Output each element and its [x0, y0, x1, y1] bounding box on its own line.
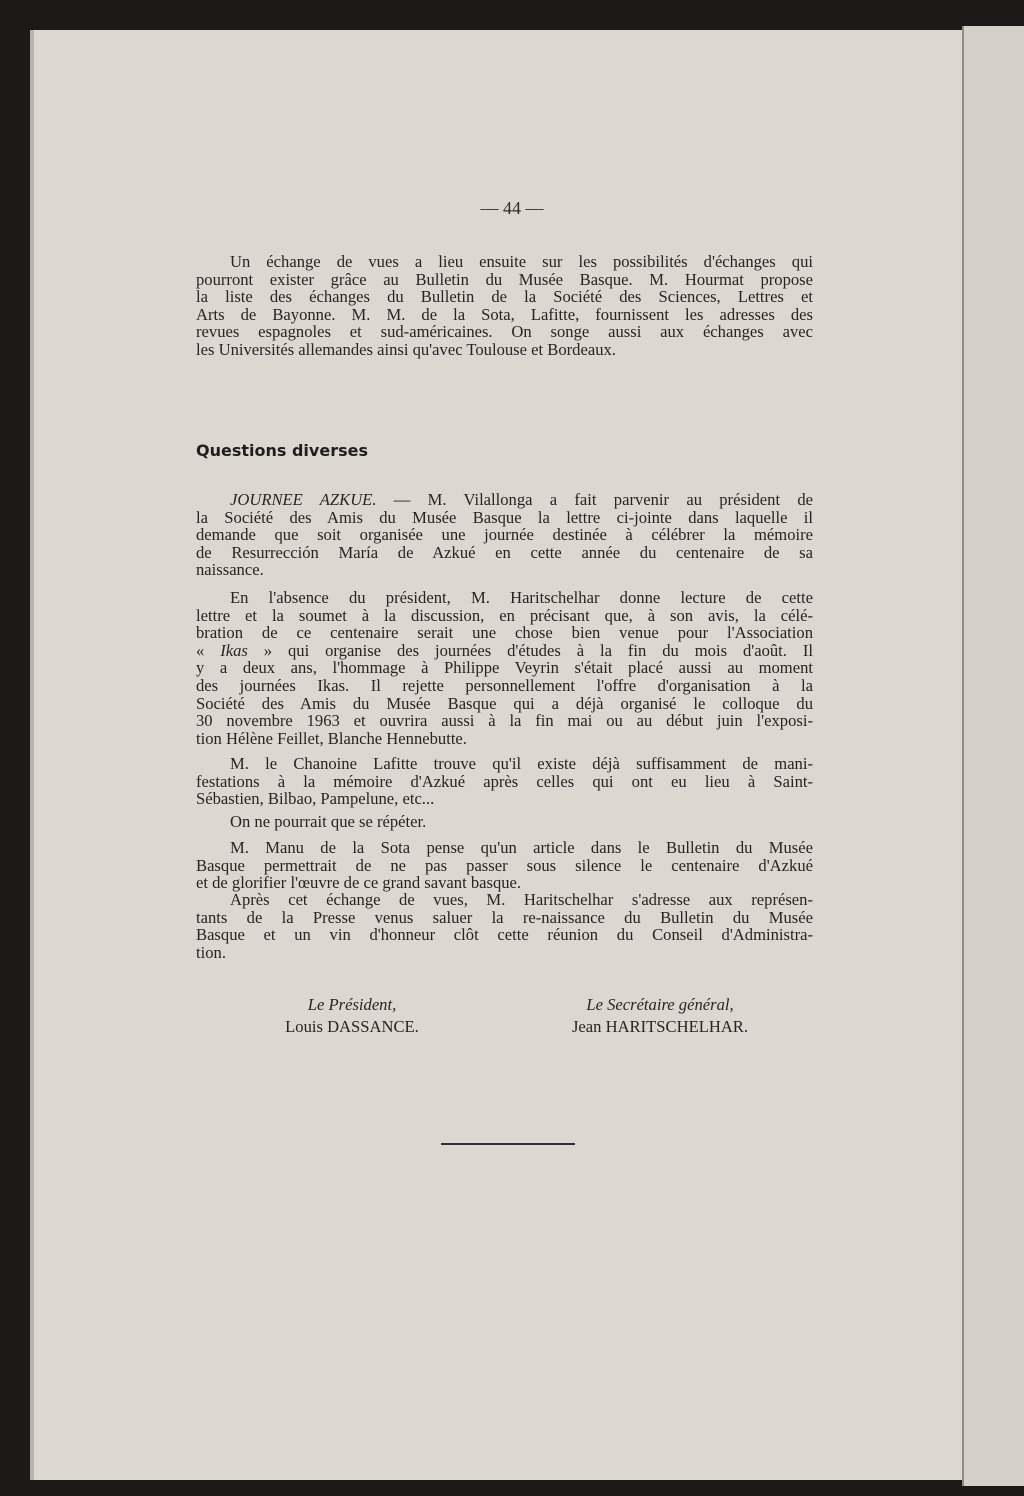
text-line: M. le Chanoine Lafitte trouve qu'il existe déjà suffisamment de mani- — [230, 754, 813, 773]
paragraph-lafitte — [196, 755, 813, 808]
signature-title: Le Secrétaire général, — [586, 995, 734, 1014]
text-line: festations à la mémoire d'Azkué après celles qui ont eu lieu à Saint- — [196, 771, 813, 791]
facing-page-edge — [962, 26, 1024, 1486]
text-line: demande que soit organisée une journée destinée à célébrer la mémoire — [196, 525, 813, 545]
text-line: Un échange de vues a lieu ensuite sur les possibilités d'échanges qui — [230, 252, 813, 271]
section-heading: Questions diverses — [196, 441, 368, 460]
signature-title: Le Président, — [307, 995, 397, 1014]
text-line: naissance. — [196, 560, 264, 580]
text-line: 30 novembre 1963 et ouvrira aussi à la fin mai ou au début juin l'exposi- — [196, 711, 813, 731]
page-number: — 44 — — [480, 198, 544, 218]
text-line: bration de ce centenaire serait une chose bien venue pour l'Association — [196, 623, 813, 643]
text-line: y a deux ans, l'hommage à Philippe Veyrin s'était placé aussi au moment — [196, 658, 813, 678]
text-line: revues espagnoles et sud-américaines. On songe aussi aux échanges avec — [196, 322, 813, 342]
paragraph-sota — [196, 839, 813, 892]
signature-name: Louis DASSANCE. — [285, 1017, 419, 1036]
text-line: On ne pourrait que se répéter. — [230, 812, 427, 831]
text-line: JOURNEE AZKUE. — M. Vilallonga a fait parvenir au président de — [230, 490, 814, 509]
text-line: tion Hélène Feillet, Blanche Hennebutte. — [196, 728, 467, 748]
text-line: En l'absence du président, M. Haritschelhar donne lecture de cette — [230, 588, 813, 607]
paragraph-exchanges — [196, 253, 813, 359]
text-line: pourront exister grâce au Bulletin du Musée Basque. M. Hourmat propose — [196, 269, 813, 289]
text-line: des journées Ikas. Il rejette personnellement l'offre d'organisation à la — [196, 675, 813, 695]
text-line: « Ikas » qui organise des journées d'études à la fin du mois d'août. Il — [196, 640, 813, 660]
text-line: la Société des Amis du Musée Basque la lettre ci-jointe dans laquelle il — [196, 507, 813, 527]
text-line: Après cet échange de vues, M. Haritschelhar s'adresse aux représen- — [230, 890, 813, 909]
signature-name: Jean HARITSCHELHAR. — [571, 1017, 749, 1036]
signature-president — [250, 994, 454, 1038]
text-line: les Universités allemandes ainsi qu'avec Toulouse et Bordeaux. — [196, 339, 616, 359]
text-line: Sébastien, Bilbao, Pampelune, etc... — [196, 789, 435, 809]
signature-secretary — [540, 994, 780, 1038]
text-line: lettre et la soumet à la discussion, en précisant que, à son avis, la célé- — [196, 605, 813, 625]
text-line: et de glorifier l'œuvre de ce grand savant basque. — [196, 873, 522, 893]
end-rule — [441, 1143, 575, 1145]
text-line: Basque et un vin d'honneur clôt cette réunion du Conseil d'Administra- — [196, 925, 813, 945]
text-line: Basque permettrait de ne pas passer sous silence le centenaire d'Azkué — [196, 855, 813, 875]
text-line: de Resurrección María de Azkué en cette année du centenaire de sa — [196, 542, 813, 562]
text-line: M. Manu de la Sota pense qu'un article dans le Bulletin du Musée — [230, 838, 813, 857]
paragraph-closing — [196, 891, 813, 961]
text-line: la liste des échanges du Bulletin de la Société des Sciences, Lettres et — [196, 287, 813, 307]
paragraph-repeter — [196, 813, 813, 831]
paragraph-journee-azkue — [196, 491, 813, 579]
text-line: Société des Amis du Musée Basque qui a déjà organisé le colloque du — [196, 693, 813, 713]
paragraph-absence — [196, 589, 813, 747]
text-line: tion. — [196, 942, 226, 962]
text-line: tants de la Presse venus saluer la re-naissance du Bulletin du Musée — [196, 907, 813, 927]
text-line: Arts de Bayonne. M. M. de la Sota, Lafitte, fournissent les adresses des — [196, 304, 813, 324]
